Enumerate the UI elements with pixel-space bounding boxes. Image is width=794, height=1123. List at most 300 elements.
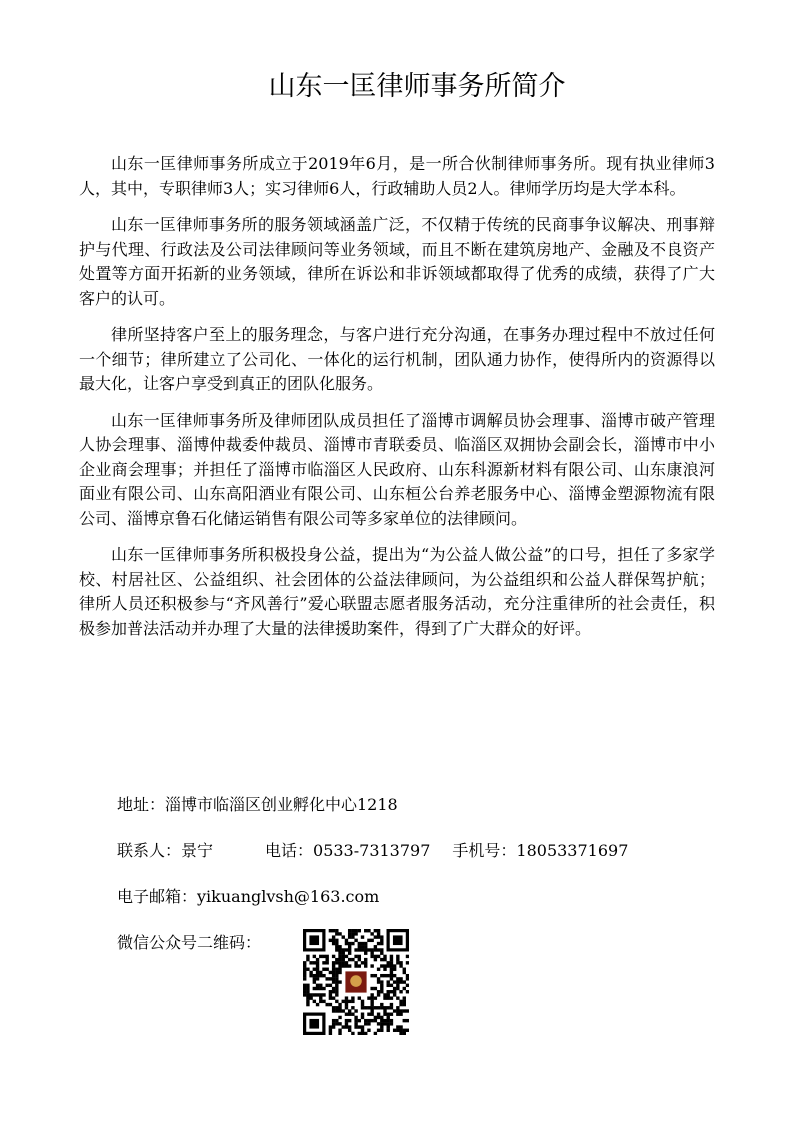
qr-module [380, 987, 383, 990]
qr-module [306, 987, 309, 990]
qr-module [396, 1025, 399, 1028]
qr-module [377, 942, 380, 945]
qr-module [309, 974, 312, 977]
qr-module [377, 948, 380, 951]
qr-module [338, 968, 341, 971]
qr-module [332, 980, 335, 983]
qr-module [370, 1003, 373, 1006]
qr-module [390, 1019, 393, 1022]
qr-module [313, 980, 316, 983]
qr-module [403, 1029, 406, 1032]
qr-module [361, 1003, 364, 1006]
office-phone: 电话：0533-7313797 [265, 841, 431, 860]
qr-module [306, 996, 309, 999]
qr-module [332, 939, 335, 942]
qr-module [329, 990, 332, 993]
qr-module [351, 1032, 354, 1035]
qr-module [306, 984, 309, 987]
qr-module [303, 968, 306, 971]
qr-module [387, 961, 390, 964]
qr-module [377, 980, 380, 983]
qr-module [335, 932, 338, 935]
qr-module [351, 942, 354, 945]
qr-module [348, 958, 351, 961]
qr-module [367, 929, 370, 932]
qr-module [354, 932, 357, 935]
qr-module [358, 1032, 361, 1035]
qr-module [377, 935, 380, 938]
qr-module [406, 955, 409, 958]
qr-module [329, 977, 332, 980]
qr-module [338, 980, 341, 983]
qr-module [338, 932, 341, 935]
qr-module [338, 1006, 341, 1009]
qr-module [322, 955, 325, 958]
qr-module [364, 958, 367, 961]
qr-module [316, 968, 319, 971]
qr-module [332, 1006, 335, 1009]
qr-module [351, 1000, 354, 1003]
qr-module [306, 990, 309, 993]
qr-module [403, 1009, 406, 1012]
qr-module [380, 939, 383, 942]
qr-module [383, 1009, 386, 1012]
qr-module [329, 996, 332, 999]
qr-module [380, 1006, 383, 1009]
qr-module [367, 1019, 370, 1022]
qr-module [377, 1006, 380, 1009]
qr-module [342, 951, 345, 954]
qr-module [306, 1000, 309, 1003]
qr-module [377, 955, 380, 958]
qr-module [354, 929, 357, 932]
qr-module [335, 1000, 338, 1003]
qr-module [393, 990, 396, 993]
qr-module [313, 977, 316, 980]
qr-module [370, 993, 373, 996]
qr-module [354, 1019, 357, 1022]
qr-module [380, 942, 383, 945]
qr-module [396, 996, 399, 999]
qr-module [351, 929, 354, 932]
qr-module [370, 1013, 373, 1016]
qr-module [316, 993, 319, 996]
qr-module [316, 1003, 319, 1006]
qr-module [332, 1022, 335, 1025]
qr-module [358, 964, 361, 967]
qr-module [348, 964, 351, 967]
qr-module [390, 974, 393, 977]
qr-module [403, 1000, 406, 1003]
qr-module [367, 948, 370, 951]
qr-module [335, 990, 338, 993]
qr-logo-emblem [350, 975, 362, 987]
qr-module [335, 1009, 338, 1012]
qr-module [380, 958, 383, 961]
qr-module [345, 939, 348, 942]
qr-module [390, 996, 393, 999]
qr-module [364, 951, 367, 954]
qr-module [361, 1000, 364, 1003]
qr-module [354, 955, 357, 958]
qr-module [335, 929, 338, 932]
qr-module [303, 984, 306, 987]
qr-module [390, 990, 393, 993]
qr-module [406, 1029, 409, 1032]
qr-module [335, 942, 338, 945]
qr-module [322, 974, 325, 977]
qr-module [354, 1022, 357, 1025]
qr-module [399, 977, 402, 980]
qr-module [342, 955, 345, 958]
qr-module [338, 1009, 341, 1012]
qr-module [319, 987, 322, 990]
qr-module [383, 996, 386, 999]
qr-module [383, 955, 386, 958]
qr-module [370, 996, 373, 999]
qr-module [364, 1019, 367, 1022]
qr-module [367, 1029, 370, 1032]
qr-module [358, 929, 361, 932]
qr-module [322, 987, 325, 990]
qr-module [399, 980, 402, 983]
intro-body [79, 152, 715, 653]
contact-person: 联系人：景宁 [117, 841, 214, 860]
qr-module [329, 993, 332, 996]
qr-module [345, 1025, 348, 1028]
qr-module [361, 1025, 364, 1028]
qr-module [309, 961, 312, 964]
qr-module [364, 948, 367, 951]
qr-module [399, 1003, 402, 1006]
qr-module [370, 1006, 373, 1009]
qr-module [374, 929, 377, 932]
paragraph-public-welfare: 山东一匡律师事务所积极投身公益，提出为“为公益人做公益”的口号，担任了多家学校、村居社区、公益组织、社会团体的公益法律顾问，为公益组织和公益人群保驾护航；律所人员还积极参与“齐风善行”爱心联盟志愿者服务活动，充分注重律所的社会责任，积极参加普法活动并办理了大量的法律援助案件，得到了广大群众的好评。 [79, 545, 715, 638]
qr-module [367, 1006, 370, 1009]
wechat-qr-label: 微信公众号二维码： [117, 933, 262, 952]
qr-module [338, 945, 341, 948]
qr-module [399, 964, 402, 967]
qr-module [383, 968, 386, 971]
qr-module [316, 987, 319, 990]
qr-module [380, 1022, 383, 1025]
qr-module [345, 1003, 348, 1006]
qr-module [322, 968, 325, 971]
qr-module [358, 948, 361, 951]
qr-module [396, 1013, 399, 1016]
qr-module [345, 948, 348, 951]
qr-module [393, 980, 396, 983]
qr-module [387, 980, 390, 983]
qr-module [338, 1003, 341, 1006]
qr-module [338, 1022, 341, 1025]
qr-module [345, 955, 348, 958]
qr-module [403, 971, 406, 974]
qr-module [332, 935, 335, 938]
qr-module [380, 1025, 383, 1028]
qr-module [303, 961, 306, 964]
qr-module [348, 1025, 351, 1028]
qr-module [313, 987, 316, 990]
qr-module [338, 1032, 341, 1035]
qr-module [303, 987, 306, 990]
qr-module [345, 1019, 348, 1022]
qr-module [322, 961, 325, 964]
qr-finder-inner [309, 935, 319, 945]
qr-module [377, 1016, 380, 1019]
qr-module [348, 1009, 351, 1012]
qr-module [393, 968, 396, 971]
paragraph-philosophy: 律所坚持客户至上的服务理念，与客户进行充分沟通，在事务办理过程中不放过任何一个细节；律所建立了公司化、一体化的运行机制，团队通力协作，使得所内的资源得以最大化，让客户享受到真正的团队化服务。 [79, 325, 715, 393]
qr-module [306, 958, 309, 961]
qr-module [354, 948, 357, 951]
qr-module [364, 1022, 367, 1025]
qr-module [342, 958, 345, 961]
qr-module [332, 990, 335, 993]
qr-module [399, 1009, 402, 1012]
qr-module [367, 996, 370, 999]
qr-module [374, 958, 377, 961]
qr-module [380, 951, 383, 954]
qr-module [332, 977, 335, 980]
qr-module [332, 968, 335, 971]
qr-module [335, 1022, 338, 1025]
qr-module [335, 961, 338, 964]
qr-module [374, 1019, 377, 1022]
qr-module [380, 984, 383, 987]
qr-module [390, 1013, 393, 1016]
qr-module [387, 1013, 390, 1016]
qr-module [383, 993, 386, 996]
qr-module [383, 1006, 386, 1009]
qr-module [351, 958, 354, 961]
qr-module [335, 945, 338, 948]
qr-module [374, 935, 377, 938]
qr-module [358, 945, 361, 948]
paragraph-services: 山东一匡律师事务所的服务领域涵盖广泛，不仅精于传统的民商事争议解决、刑事辩护与代理、行政法及公司法律顾问等业务领域，而且不断在建筑房地产、金融及不良资产处置等方面开拓新的业务领域，律所在诉讼和非诉领域都取得了优秀的成绩，获得了广大客户的认可。 [79, 215, 715, 308]
qr-module [338, 948, 341, 951]
qr-module [390, 1022, 393, 1025]
qr-module [377, 932, 380, 935]
qr-module [383, 1019, 386, 1022]
qr-module [348, 942, 351, 945]
qr-module [335, 987, 338, 990]
qr-module [345, 1013, 348, 1016]
qr-finder-inner [393, 935, 403, 945]
qr-module [335, 968, 338, 971]
qr-module [335, 948, 338, 951]
qr-module [393, 987, 396, 990]
qr-module [390, 971, 393, 974]
qr-module [348, 951, 351, 954]
qr-module [316, 984, 319, 987]
qr-module [380, 980, 383, 983]
qr-module [325, 968, 328, 971]
qr-module [332, 1009, 335, 1012]
qr-module [332, 1019, 335, 1022]
qr-module [396, 1029, 399, 1032]
qr-module [370, 964, 373, 967]
qr-module [348, 948, 351, 951]
qr-module [345, 1022, 348, 1025]
qr-module [390, 964, 393, 967]
qr-module [338, 958, 341, 961]
qr-module [370, 951, 373, 954]
qr-module [393, 964, 396, 967]
qr-module [316, 964, 319, 967]
qr-module [383, 958, 386, 961]
qr-module [374, 955, 377, 958]
qr-module [390, 1006, 393, 1009]
qr-module [316, 958, 319, 961]
qr-module [370, 939, 373, 942]
qr-module [374, 974, 377, 977]
qr-module [329, 1003, 332, 1006]
qr-module [332, 971, 335, 974]
qr-module [332, 961, 335, 964]
mobile-phone: 手机号：18053371697 [452, 841, 629, 860]
qr-module [329, 1029, 332, 1032]
qr-module [399, 961, 402, 964]
qr-module [316, 971, 319, 974]
qr-module [374, 1032, 377, 1035]
qr-module [403, 987, 406, 990]
qr-module [406, 1019, 409, 1022]
qr-module [335, 1019, 338, 1022]
qr-module [316, 961, 319, 964]
qr-module [338, 964, 341, 967]
qr-module [390, 955, 393, 958]
qr-module [399, 1029, 402, 1032]
qr-module [387, 974, 390, 977]
qr-module [351, 1013, 354, 1016]
qr-module [403, 996, 406, 999]
qr-module [303, 974, 306, 977]
qr-module [348, 1029, 351, 1032]
page-title: 山东一匡律师事务所简介 [268, 71, 566, 102]
qr-module [309, 993, 312, 996]
qr-module [306, 1003, 309, 1006]
qr-module [325, 955, 328, 958]
qr-module [354, 939, 357, 942]
qr-module [390, 968, 393, 971]
qr-module [358, 958, 361, 961]
qr-module [335, 984, 338, 987]
qr-module [361, 1016, 364, 1019]
qr-module [390, 977, 393, 980]
qr-module [364, 1006, 367, 1009]
qr-module [377, 1029, 380, 1032]
qr-module [332, 987, 335, 990]
qr-module [345, 1000, 348, 1003]
qr-module [345, 1006, 348, 1009]
qr-module [325, 977, 328, 980]
qr-module [377, 968, 380, 971]
qr-module [370, 948, 373, 951]
qr-module [364, 945, 367, 948]
qr-module [325, 1003, 328, 1006]
qr-module [406, 990, 409, 993]
qr-module [306, 968, 309, 971]
qr-module [329, 984, 332, 987]
qr-module [367, 1013, 370, 1016]
qr-module [399, 1032, 402, 1035]
qr-module [403, 968, 406, 971]
qr-module [354, 1016, 357, 1019]
qr-module [393, 993, 396, 996]
qr-module [377, 993, 380, 996]
qr-module [403, 980, 406, 983]
qr-module [348, 945, 351, 948]
qr-module [342, 1009, 345, 1012]
qr-module [361, 1013, 364, 1016]
qr-module [406, 1009, 409, 1012]
qr-module [348, 935, 351, 938]
qr-module [319, 996, 322, 999]
qr-module [380, 964, 383, 967]
qr-module [313, 968, 316, 971]
qr-module [322, 993, 325, 996]
qr-module [361, 948, 364, 951]
qr-module [342, 1000, 345, 1003]
qr-module [396, 984, 399, 987]
qr-module [377, 1013, 380, 1016]
qr-module [406, 984, 409, 987]
qr-module [377, 990, 380, 993]
qr-module [387, 1025, 390, 1028]
qr-module [358, 1025, 361, 1028]
qr-module [390, 1003, 393, 1006]
wechat-qr-code [303, 929, 409, 1035]
qr-module [351, 935, 354, 938]
qr-module [399, 990, 402, 993]
qr-module [361, 942, 364, 945]
qr-module [351, 996, 354, 999]
qr-module [325, 984, 328, 987]
qr-module [313, 955, 316, 958]
qr-module [319, 971, 322, 974]
qr-module [338, 971, 341, 974]
qr-module [370, 955, 373, 958]
qr-module [354, 964, 357, 967]
qr-module [403, 1019, 406, 1022]
qr-module [374, 1016, 377, 1019]
qr-module [345, 961, 348, 964]
qr-module [396, 961, 399, 964]
qr-module [380, 1029, 383, 1032]
qr-module [387, 1006, 390, 1009]
qr-module [396, 980, 399, 983]
qr-module [335, 1006, 338, 1009]
qr-module [364, 964, 367, 967]
qr-module [387, 1029, 390, 1032]
qr-module [399, 1013, 402, 1016]
qr-module [348, 932, 351, 935]
qr-module [387, 996, 390, 999]
qr-module [387, 1016, 390, 1019]
qr-module [335, 958, 338, 961]
qr-module [329, 971, 332, 974]
qr-module [361, 1006, 364, 1009]
qr-module [342, 1025, 345, 1028]
qr-module [396, 958, 399, 961]
qr-module [303, 993, 306, 996]
qr-module [313, 1000, 316, 1003]
qr-module [364, 942, 367, 945]
qr-module [354, 961, 357, 964]
qr-module [396, 987, 399, 990]
qr-module [383, 1013, 386, 1016]
